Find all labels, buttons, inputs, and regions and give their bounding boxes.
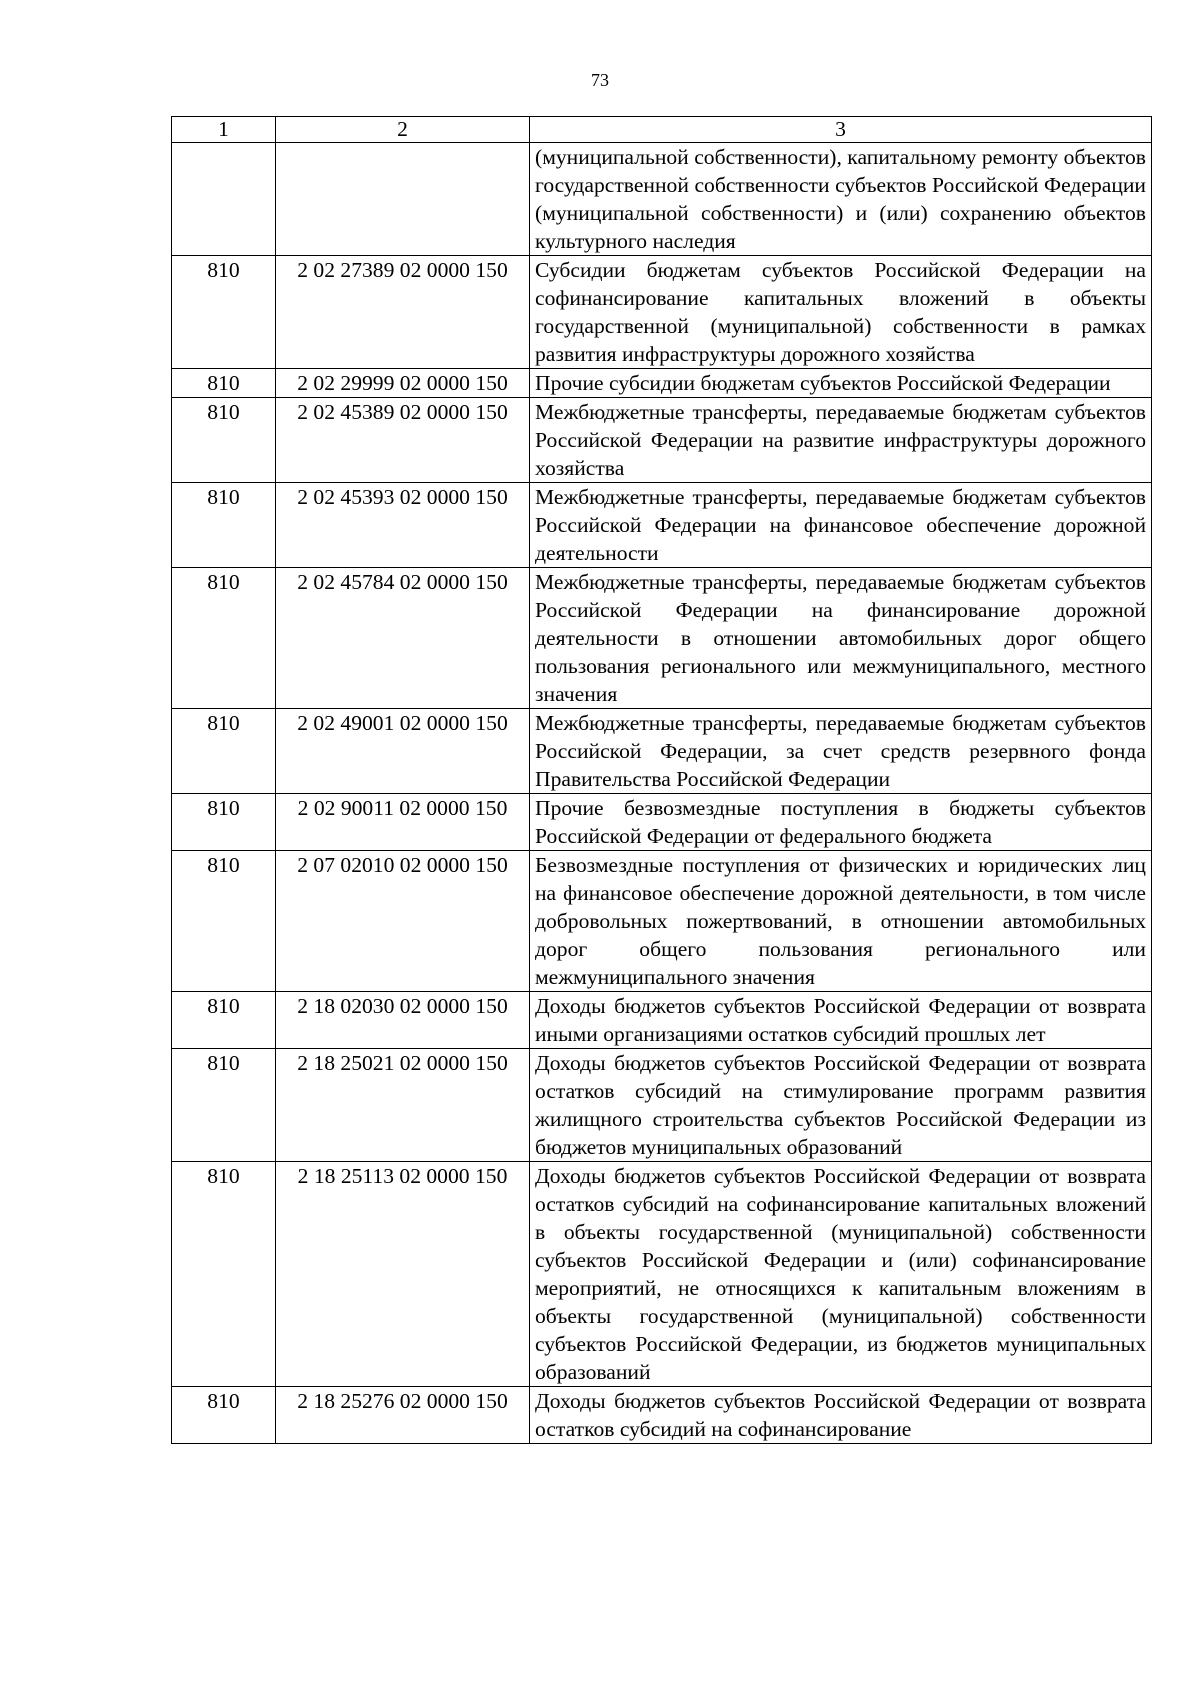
description-cell: Субсидии бюджетам субъектов Российской Федерации на софинансирование капитальных вложений в объекты государственной (муниципальной) собственности в рамках развития инфраструктуры дорожного хозяйства — [530, 256, 1152, 369]
budget-code-cell: 2 02 45389 02 0000 150 — [276, 398, 530, 483]
table-row — [172, 1162, 1152, 1387]
budget-codes-table — [171, 116, 1152, 1444]
column-header-3: 3 — [530, 117, 1152, 143]
admin-code-cell: 810 — [172, 1387, 276, 1444]
budget-code-cell: 2 18 25021 02 0000 150 — [276, 1049, 530, 1162]
table-header-row — [172, 117, 1152, 143]
description-cell: Межбюджетные трансферты, передаваемые бюджетам субъектов Российской Федерации, за счет средств резервного фонда Правительства Российской Федерации — [530, 709, 1152, 794]
table-row — [172, 794, 1152, 851]
column-header-1: 1 — [172, 117, 276, 143]
budget-code-cell — [276, 143, 530, 256]
table-row — [172, 1387, 1152, 1444]
description-cell: Доходы бюджетов субъектов Российской Федерации от возврата остатков субсидий на стимулирование программ развития жилищного строительства субъектов Российской Федерации из бюджетов муниципальных образований — [530, 1049, 1152, 1162]
admin-code-cell: 810 — [172, 568, 276, 709]
budget-code-cell: 2 18 25276 02 0000 150 — [276, 1387, 530, 1444]
description-cell: Межбюджетные трансферты, передаваемые бюджетам субъектов Российской Федерации на финансирование дорожной деятельности в отношении автомобильных дорог общего пользования регионального или межмуниципального, местного значения — [530, 568, 1152, 709]
admin-code-cell: 810 — [172, 709, 276, 794]
admin-code-cell: 810 — [172, 1049, 276, 1162]
table-row — [172, 369, 1152, 398]
page-number: 73 — [591, 70, 609, 90]
table-row — [172, 851, 1152, 992]
table-row — [172, 992, 1152, 1049]
column-header-2: 2 — [276, 117, 530, 143]
budget-code-cell: 2 18 02030 02 0000 150 — [276, 992, 530, 1049]
budget-code-cell: 2 02 45393 02 0000 150 — [276, 483, 530, 568]
admin-code-cell: 810 — [172, 398, 276, 483]
admin-code-cell: 810 — [172, 369, 276, 398]
admin-code-cell: 810 — [172, 992, 276, 1049]
description-cell: Доходы бюджетов субъектов Российской Федерации от возврата остатков субсидий на софинансирование — [530, 1387, 1152, 1444]
table-row — [172, 483, 1152, 568]
budget-code-cell: 2 02 27389 02 0000 150 — [276, 256, 530, 369]
description-cell: Доходы бюджетов субъектов Российской Федерации от возврата остатков субсидий на софинансирование капитальных вложений в объекты государственной (муниципальной) собственности субъектов Российской Федерации и (или) софинансирование мероприятий, не относящихся к капитальным вложениям в объекты государственной (муниципальной) собственности субъектов Российской Федерации, из бюджетов муниципальных образований — [530, 1162, 1152, 1387]
budget-code-cell: 2 02 45784 02 0000 150 — [276, 568, 530, 709]
description-cell: Доходы бюджетов субъектов Российской Федерации от возврата иными организациями остатков субсидий прошлых лет — [530, 992, 1152, 1049]
admin-code-cell — [172, 143, 276, 256]
description-cell: Прочие безвозмездные поступления в бюджеты субъектов Российской Федерации от федерального бюджета — [530, 794, 1152, 851]
budget-code-cell: 2 02 49001 02 0000 150 — [276, 709, 530, 794]
budget-code-cell: 2 18 25113 02 0000 150 — [276, 1162, 530, 1387]
table-row — [172, 709, 1152, 794]
admin-code-cell: 810 — [172, 794, 276, 851]
admin-code-cell: 810 — [172, 1162, 276, 1387]
budget-code-cell: 2 02 90011 02 0000 150 — [276, 794, 530, 851]
admin-code-cell: 810 — [172, 483, 276, 568]
description-cell: Межбюджетные трансферты, передаваемые бюджетам субъектов Российской Федерации на финансовое обеспечение дорожной деятельности — [530, 483, 1152, 568]
description-cell: Безвозмездные поступления от физических и юридических лиц на финансовое обеспечение дорожной деятельности, в том числе добровольных пожертвований, в отношении автомобильных дорог общего пользования регионального или межмуниципального значения — [530, 851, 1152, 992]
admin-code-cell: 810 — [172, 256, 276, 369]
description-cell: (муниципальной собственности), капитальному ремонту объектов государственной собственности субъектов Российской Федерации (муниципальной собственности) и (или) сохранению объектов культурного наследия — [530, 143, 1152, 256]
table-row — [172, 143, 1152, 256]
budget-code-cell: 2 07 02010 02 0000 150 — [276, 851, 530, 992]
table-row — [172, 568, 1152, 709]
admin-code-cell: 810 — [172, 851, 276, 992]
table-row — [172, 256, 1152, 369]
table-row — [172, 1049, 1152, 1162]
description-cell: Прочие субсидии бюджетам субъектов Российской Федерации — [530, 369, 1152, 398]
table-row — [172, 398, 1152, 483]
description-cell: Межбюджетные трансферты, передаваемые бюджетам субъектов Российской Федерации на развитие инфраструктуры дорожного хозяйства — [530, 398, 1152, 483]
budget-code-cell: 2 02 29999 02 0000 150 — [276, 369, 530, 398]
